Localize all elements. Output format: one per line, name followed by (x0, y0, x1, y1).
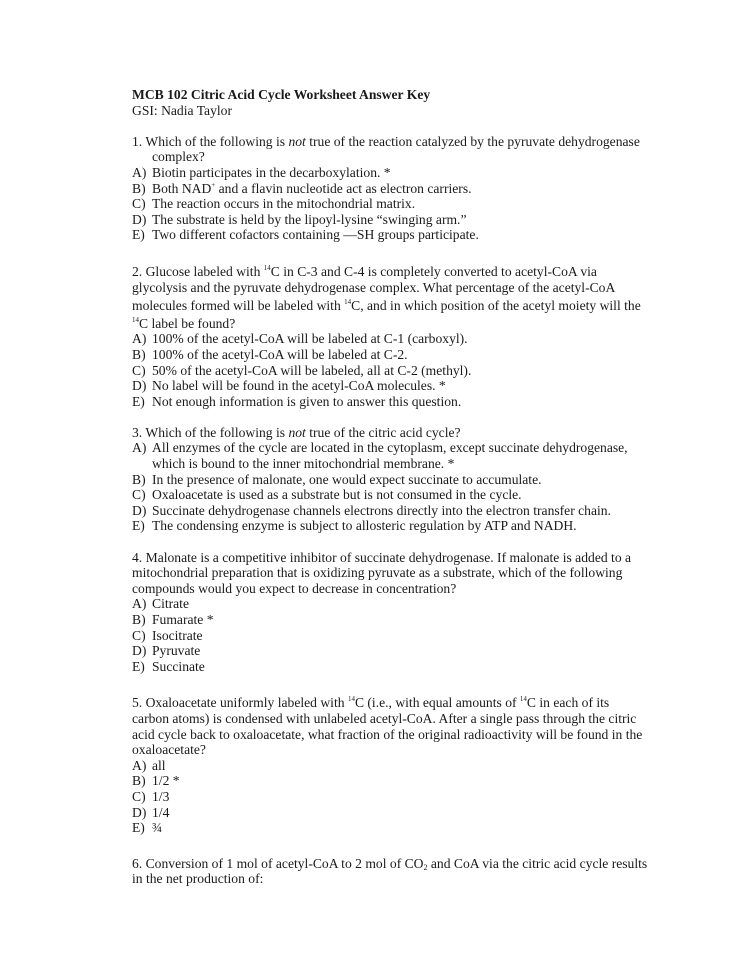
question-stem: 2. Glucose labeled with $^{14}$C in C-3 and C-4 is completely converted to acetyl-CoA via glycolysis and the pyruvate dehydrogenase complex. What percentage of the acetyl-CoA molecules formed will be labeled with $^{14}$C, and in which position of the acetyl moiety will the $^{14}$C label be found? (132, 263, 641, 331)
answer-option: B) In the presence of malonate, one would expect succinate to accumulate. (132, 471, 542, 487)
answer-option: A) 100% of the acetyl-CoA will be labeled at C-1 (carboxyl). (132, 331, 468, 347)
answer-option: A) all (132, 757, 166, 773)
answer-option: E) ¾ (132, 820, 163, 836)
answer-option: B) 1/2 * (132, 773, 180, 789)
document-title: MCB 102 Citric Acid Cycle Worksheet Answer Key (132, 87, 431, 102)
question-3 (132, 425, 652, 534)
answer-option: B) Both NAD+ and a flavin nucleotide act as electron carriers. (132, 180, 472, 196)
question-1 (132, 134, 652, 243)
question-stem: 6. Conversion of 1 mol of acetyl-CoA to 2 mol of $CO_2$ and CoA via the citric acid cycle results in the net production of: (132, 855, 648, 887)
answer-option: E) The condensing enzyme is subject to allosteric regulation by ATP and NADH. (132, 518, 577, 534)
gsi-name: GSI: Nadia Taylor (132, 102, 232, 118)
question-stem: 3. Which of the following is not true of the citric acid cycle? (132, 424, 461, 440)
answer-option: C) Oxaloacetate is used as a substrate but is not consumed in the cycle. (132, 487, 522, 503)
answer-option: D) 1/4 (132, 804, 170, 820)
answer-option: C) 1/3 (132, 788, 170, 804)
answer-option: A) Citrate (132, 596, 189, 612)
question-stem: 5. Oxaloacetate uniformly labeled with $^{14}$C (i.e., with equal amounts of $^{14}$C in each of its carbon atoms) is condensed with unlabeled acetyl-CoA. After a single pass through the citric acid cycle back to oxaloacetate, what fraction of the original radioactivity will be found in the oxaloacetate? (132, 695, 643, 758)
answer-option: A) Biotin participates in the decarboxylation. * (132, 164, 391, 180)
answer-option: A) All enzymes of the cycle are located in the cytoplasm, except succinate dehydrogenase, which is bound to the inner mitochondrial membrane. * (132, 440, 628, 472)
answer-option: C) 50% of the acetyl-CoA will be labeled, all at C-2 (methyl). (132, 362, 472, 378)
answer-option: B) Fumarate * (132, 612, 214, 627)
answer-option: D) No label will be found in the acetyl-CoA molecules. * (132, 378, 446, 394)
answer-option: E) Two different cofactors containing —SH groups participate. (132, 227, 479, 243)
answer-option: C) Isocitrate (132, 627, 203, 643)
answer-option: E) Succinate (132, 658, 205, 674)
question-stem: 1. Which of the following is not true of the reaction catalyzed by the pyruvate dehydrogenase complex? (132, 133, 640, 165)
question-4 (132, 550, 652, 675)
question-stem: 4. Malonate is a competitive inhibitor of succinate dehydrogenase. If malonate is added to a mitochondrial preparation that is oxidizing pyruvate as a substrate, which of the following compounds would you expect to decrease in concentration? (132, 549, 632, 596)
answer-option: C) The reaction occurs in the mitochondrial matrix. (132, 196, 416, 212)
worksheet-page (132, 87, 652, 887)
answer-option: B) 100% of the acetyl-CoA will be labeled at C-2. (132, 346, 408, 362)
answer-option: E) Not enough information is given to answer this question. (132, 393, 462, 409)
answer-option: D) Succinate dehydrogenase channels electrons directly into the electron transfer chain. (132, 502, 611, 518)
question-6 (132, 856, 652, 887)
answer-option: D) The substrate is held by the lipoyl-lysine “swinging arm.” (132, 211, 467, 227)
answer-option: D) Pyruvate (132, 643, 201, 659)
question-5 (132, 695, 652, 835)
question-2 (132, 264, 652, 409)
